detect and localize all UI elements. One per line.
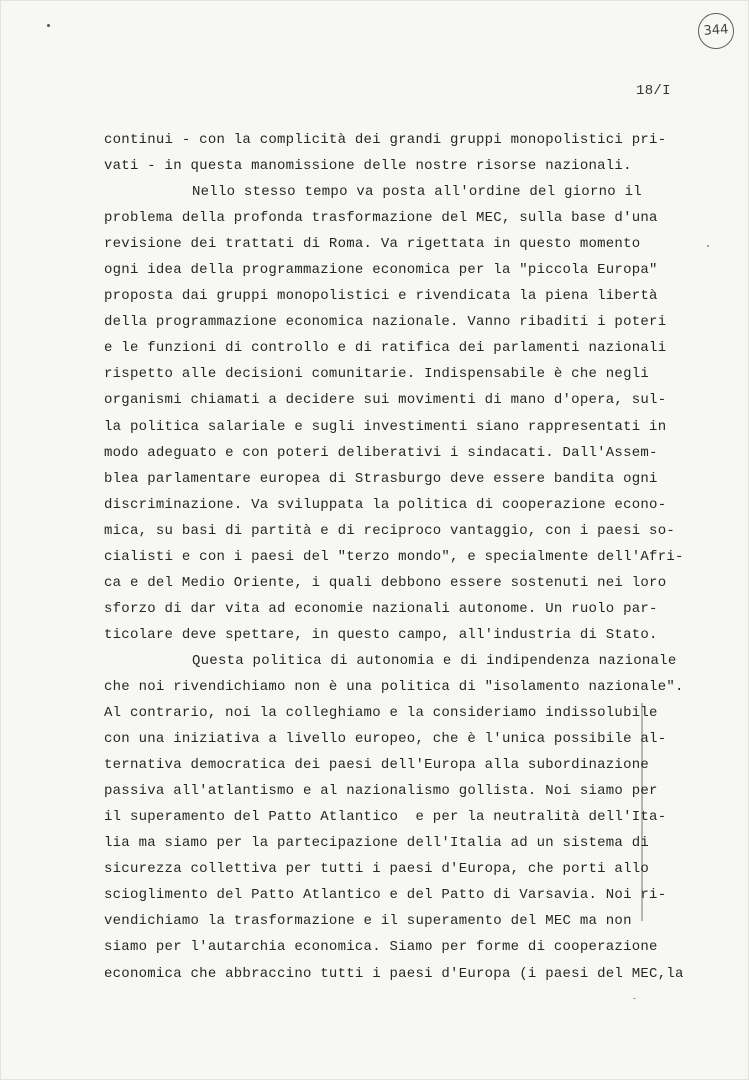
text-line: discriminazione. Va sviluppata la politica di cooperazione econo-	[104, 496, 667, 513]
text-line: Al contrario, noi la colleghiamo e la consideriamo indissolubile	[104, 705, 658, 722]
text-line: modo adeguato e con poteri deliberativi i sindacati. Dall'Assem-	[104, 444, 658, 461]
text-line: con una iniziativa a livello europeo, che è l'unica possibile al-	[104, 731, 667, 748]
text-line: sicurezza collettiva per tutti i paesi d'Europa, che porti allo	[104, 861, 650, 878]
text-line: passiva all'atlantismo e al nazionalismo gollista. Noi siamo per	[104, 783, 658, 800]
text-line: e le funzioni di controllo e di ratifica dei parlamenti nazionali	[104, 340, 667, 357]
text-line: continui - con la complicità dei grandi gruppi monopolistici pri-	[104, 132, 667, 148]
text-line: organismi chiamati a decidere sui movimenti di mano d'opera, sul-	[104, 392, 667, 409]
text-line: revisione dei trattati di Roma. Va rigettata in questo momento	[104, 236, 641, 253]
text-line: ogni idea della programmazione economica per la "piccola Europa"	[104, 262, 658, 279]
text-line: ternativa democratica dei paesi dell'Europa alla subordinazione	[104, 757, 650, 774]
text-line-paragraph-start: Questa politica di autonomia e di indipendenza nazionale	[192, 652, 677, 669]
text-line: siamo per l'autarchia economica. Siamo per forme di cooperazione	[104, 939, 658, 956]
archive-number-stamp: 344	[697, 12, 735, 50]
text-line: ca e del Medio Oriente, i quali debbono essere sostenuti nei loro	[104, 574, 667, 591]
text-line: vati - in questa manomissione delle nostre risorse nazionali.	[104, 158, 632, 175]
text-line: ticolare deve spettare, in questo campo, all'industria di Stato.	[104, 626, 658, 643]
text-line: che noi rivendichiamo non è una politica di "isolamento nazionale".	[104, 678, 684, 695]
text-line: della programmazione economica nazionale. Vanno ribaditi i poteri	[104, 314, 667, 331]
text-line: scioglimento del Patto Atlantico e del Patto di Varsavia. Noi ri-	[104, 887, 667, 904]
text-line: problema della profonda trasformazione del MEC, sulla base d'una	[104, 210, 658, 227]
text-line-paragraph-start: Nello stesso tempo va posta all'ordine del giorno il	[192, 184, 642, 201]
text-line: economica che abbraccino tutti i paesi d'Europa (i paesi del MEC,la	[104, 965, 684, 982]
text-line: lia ma siamo per la partecipazione dell'Italia ad un sistema di	[104, 835, 650, 852]
paper-speck	[633, 998, 636, 999]
text-line: sforzo di dar vita ad economie nazionali autonome. Un ruolo par-	[104, 600, 658, 617]
body-text	[104, 127, 714, 987]
paper-speck	[47, 24, 50, 27]
text-line: cialisti e con i paesi del "terzo mondo", e specialmente dell'Afri-	[104, 548, 684, 565]
text-line: rispetto alle decisioni comunitarie. Indispensabile è che negli	[104, 366, 650, 383]
text-line: blea parlamentare europea di Strasburgo deve essere bandita ogni	[104, 470, 658, 487]
text-line: mica, su basi di partità e di reciproco vantaggio, con i paesi so-	[104, 522, 675, 539]
text-line: proposta dai gruppi monopolistici e rivendicata la piena libertà	[104, 288, 658, 305]
page-number: 18/I	[636, 83, 671, 99]
text-line: vendichiamo la trasformazione e il superamento del MEC ma non	[104, 913, 632, 930]
text-line: il superamento del Patto Atlantico e per la neutralità dell'Ita-	[104, 809, 667, 826]
text-line: la politica salariale e sugli investimenti siano rappresentati in	[104, 418, 667, 435]
